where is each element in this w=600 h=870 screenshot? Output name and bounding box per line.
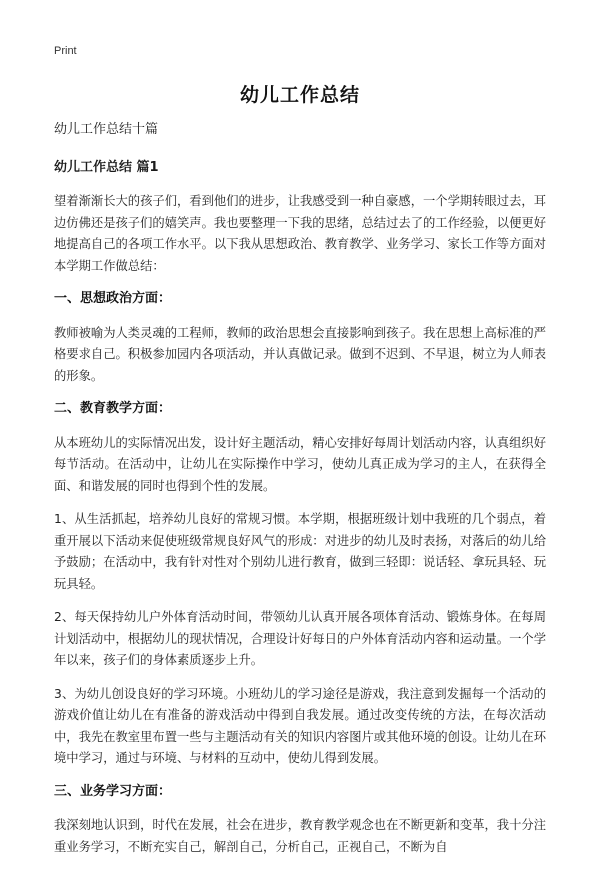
paragraph-teaching: 从本班幼儿的实际情况出发，设计好主题活动，精心安排好每周计划活动内容，认真组织好每节活动。在活动中，让幼儿在实际操作中学习，使幼儿真正成为学习的主人，在获得全面、和谐发展的同时也得到个性的发展。 [54,435,546,493]
paragraph-teaching-1: 1、从生活抓起，培养幼儿良好的常规习惯。本学期，根据班级计划中我班的几个弱点，着重开展以下活动来促使班级常规良好风气的形成：对进步的幼儿及时表扬，对落后的幼儿给予鼓励；在活动中，我有针对性对个别幼儿进行教育，做到三轻即：说话轻、拿玩具轻、玩玩具轻。 [54,512,546,591]
section-title: 幼儿工作总结 篇1 [54,159,159,175]
heading-study: 三、业务学习方面： [54,783,172,799]
intro-paragraph: 望着渐渐长大的孩子们，看到他们的进步，让我感受到一种自豪感，一个学期转眼过去，耳边仿佛还是孩子们的嬉笑声。我也要整理一下我的思绪，总结过去了的工作经验，以便更好地提高自己的各项工作水平。以下我从思想政治、教育教学、业务学习、家长工作等方面对本学期工作做总结： [54,194,546,273]
paragraph-teaching-2: 2、每天保持幼儿户外体育活动时间，带领幼儿认真开展各项体育活动、锻炼身体。在每周计划活动中，根据幼儿的现状情况，合理设计好每日的户外体育活动内容和运动量。一个学年以来，孩子们的身体素质逐步上升。 [54,610,546,667]
document-title: 幼儿工作总结 [239,84,360,106]
paragraph-teaching-3: 3、为幼儿创设良好的学习环境。小班幼儿的学习途径是游戏，我注意到发掘每一个活动的游戏价值让幼儿在有准备的游戏活动中得到自我发展。通过改变传统的方法，在每次活动中，我先在教室里布置一些与主题活动有关的知识内容图片或其他环境的创设。让幼儿在环境中学习，通过与环境、与材料的互动中，使幼儿得到发展。 [54,686,546,765]
document-body [54,120,546,870]
paragraph-political: 教师被喻为人类灵魂的工程师，教师的政治思想会直接影响到孩子。我在思想上高标准的严格要求自己。积极参加园内各项活动，并认真做记录。做到不迟到、不早退，树立为人师表的形象。 [54,325,546,383]
heading-teaching: 二、教育教学方面： [54,401,172,416]
heading-political: 一、思想政治方面： [54,291,172,306]
document-subtitle: 幼儿工作总结十篇 [54,122,159,137]
paragraph-study: 我深刻地认识到，时代在发展，社会在进步，教育教学观念也在不断更新和变革，我十分注重业务学习，不断充实自己，解剖自己，分析自己，正视自己，不断为自 [54,818,546,854]
print-label: Print [54,45,77,57]
